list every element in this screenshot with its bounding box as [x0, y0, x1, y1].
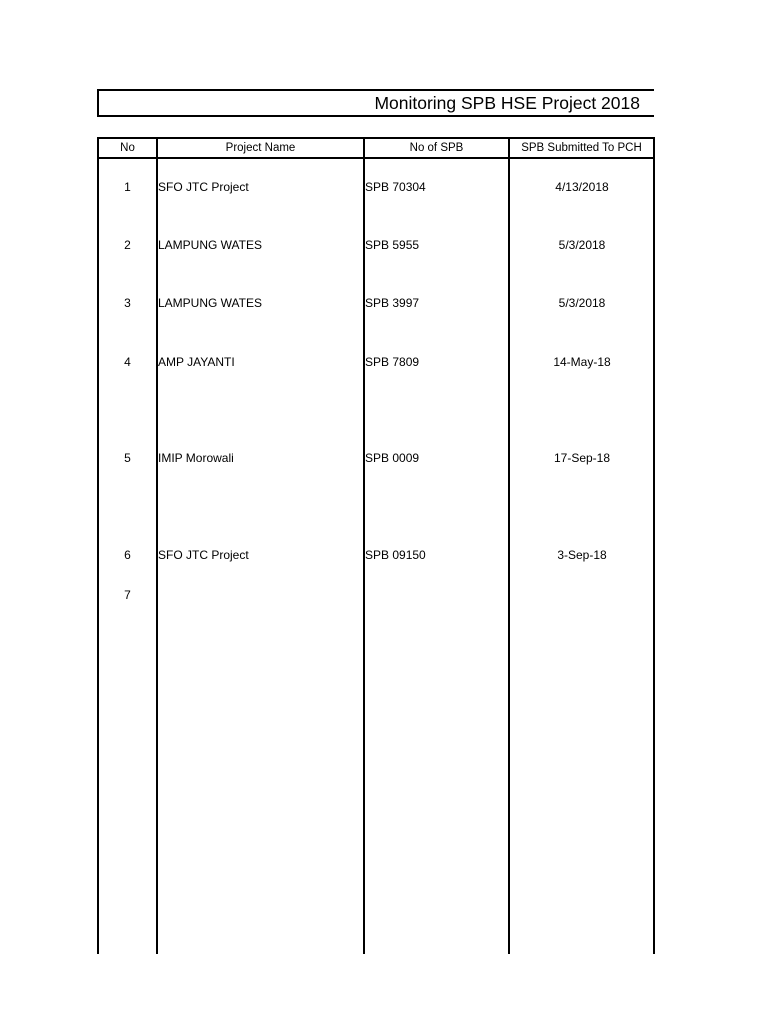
row-3-spb: SPB 3997 [365, 296, 420, 310]
row-4-project-name: AMP JAYANTI [158, 355, 235, 369]
header-project-name: Project Name [225, 142, 296, 154]
column-border-right [653, 137, 655, 954]
row-4-no: 4 [124, 355, 131, 369]
row-6-spb: SPB 09150 [365, 548, 426, 562]
row-6-no: 6 [124, 548, 131, 562]
header-submitted: SPB Submitted To PCH [521, 142, 642, 154]
row-1-spb: SPB 70304 [365, 180, 426, 194]
row-1-project-name: SFO JTC Project [158, 180, 249, 194]
row-1-submitted: 4/13/2018 [555, 180, 609, 194]
header-no-of-spb: No of SPB [409, 142, 464, 154]
column-border-spb [508, 137, 510, 954]
row-6-submitted: 3-Sep-18 [557, 548, 607, 562]
row-6-project-name: SFO JTC Project [158, 548, 249, 562]
row-1-no: 1 [124, 180, 131, 194]
row-2-no: 2 [124, 238, 131, 252]
row-5-project-name: IMIP Morowali [158, 451, 234, 465]
column-border-project [363, 137, 365, 954]
row-3-no: 3 [124, 296, 131, 310]
column-border-left [97, 137, 99, 954]
column-border-no [156, 137, 158, 954]
row-2-submitted: 5/3/2018 [558, 238, 606, 252]
row-3-project-name: LAMPUNG WATES [158, 296, 263, 310]
row-2-project-name: LAMPUNG WATES [158, 238, 263, 252]
row-5-spb: SPB 0009 [365, 451, 420, 465]
title-box [97, 89, 654, 117]
header-no: No [120, 142, 135, 154]
row-5-submitted: 17-Sep-18 [553, 451, 611, 465]
row-7-no: 7 [124, 588, 131, 602]
row-4-submitted: 14-May-18 [553, 355, 611, 369]
row-3-submitted: 5/3/2018 [558, 296, 606, 310]
row-4-spb: SPB 7809 [365, 355, 420, 369]
page-title: Monitoring SPB HSE Project 2018 [374, 93, 640, 113]
row-2-spb: SPB 5955 [365, 238, 420, 252]
row-5-no: 5 [124, 451, 131, 465]
